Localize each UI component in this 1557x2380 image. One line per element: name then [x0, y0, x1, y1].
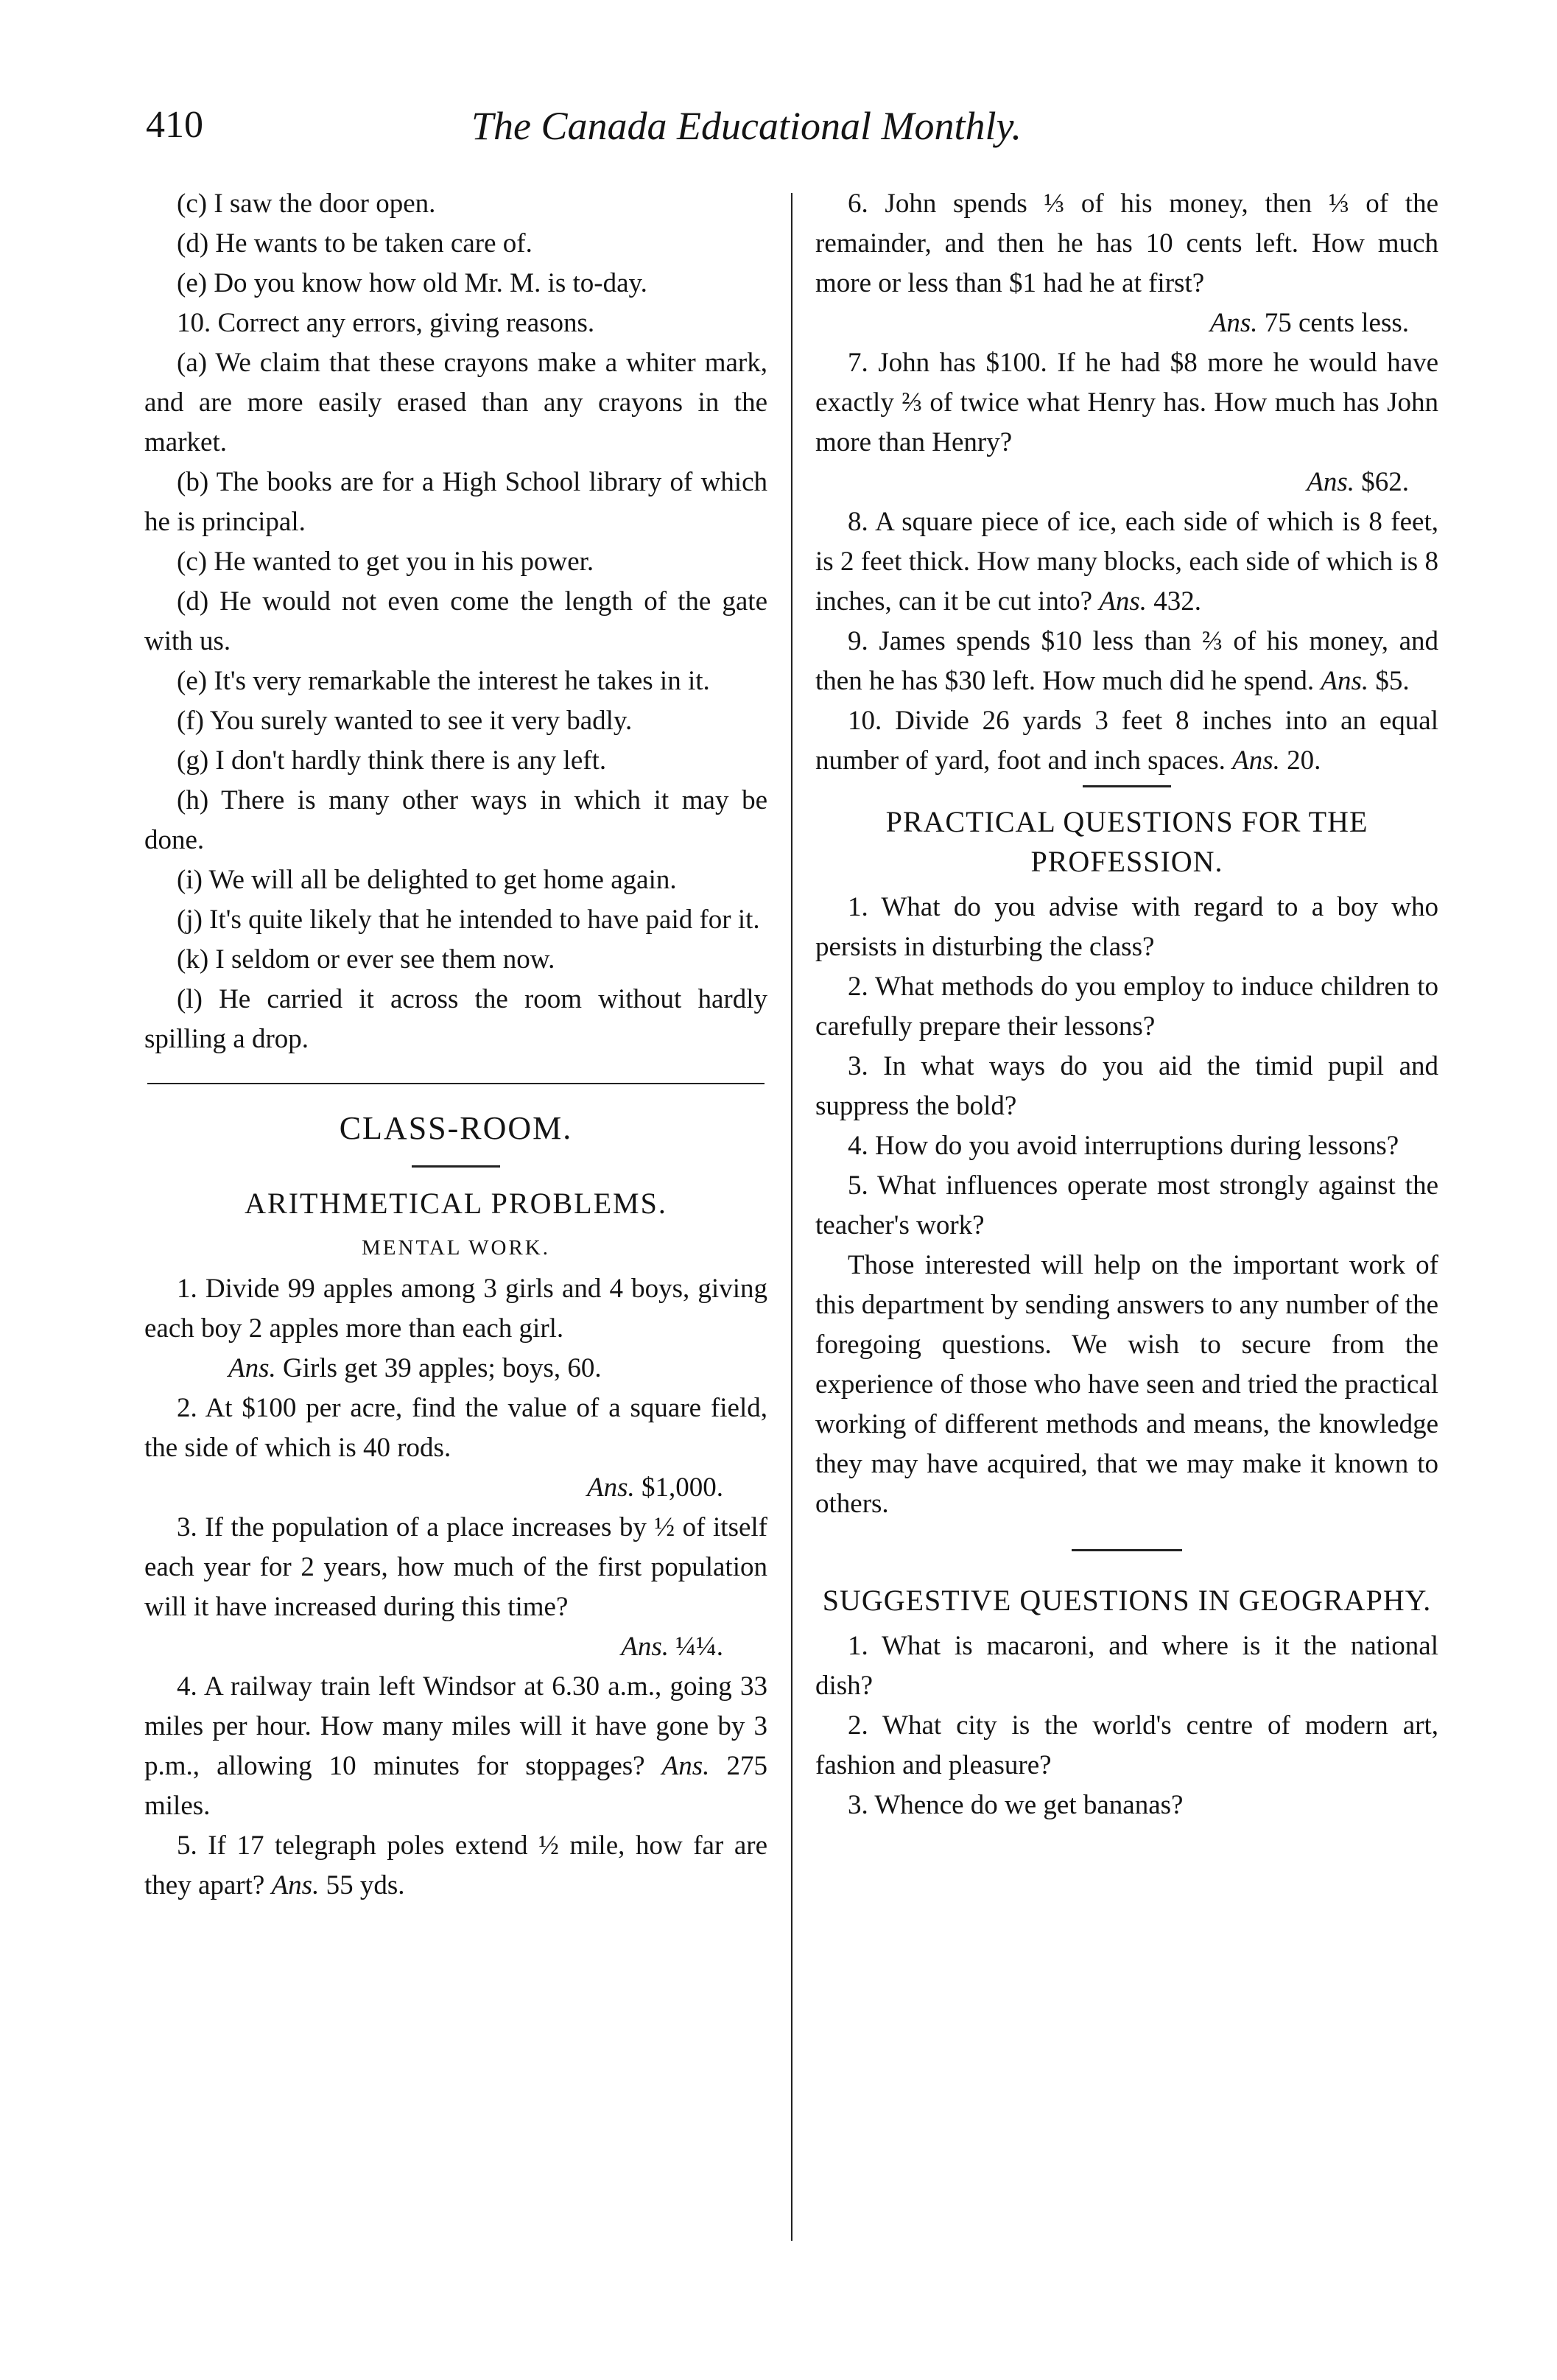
problem-answer: [144, 1627, 767, 1667]
short-rule: [1072, 1549, 1182, 1551]
answer-value: ¼¼.: [675, 1632, 723, 1662]
problem-text: 2. At $100 per acre, find the value of a square field, the side of which is 40 rods.: [144, 1393, 767, 1463]
column-divider: [791, 193, 792, 2241]
answer-value: Girls get 39 apples; boys, 60.: [283, 1353, 602, 1383]
answer-value: 55 yds.: [326, 1870, 405, 1900]
short-rule: [412, 1165, 500, 1168]
question-item: 2. What city is the world's centre of modern art, fashion and pleasure?: [815, 1710, 1438, 1780]
problem-text: 1. Divide 99 apples among 3 girls and 4 boys, giving each boy 2 apples more than each girl.: [144, 1274, 767, 1344]
problem-text: [144, 1826, 767, 1906]
exercise-item: (d) He wants to be taken care of.: [177, 228, 533, 259]
problem-question: 8. A square piece of ice, each side of which is 8 feet, is 2 feet thick. How many blocks, each side of which is 8 inches, can it be cut into?: [815, 507, 1438, 617]
problem-text: [815, 502, 1438, 622]
mental-work-heading: MENTAL WORK.: [362, 1236, 550, 1260]
answer-value: 432.: [1153, 586, 1202, 617]
answer-label: Ans.: [1099, 586, 1147, 617]
short-rule: [1083, 785, 1171, 787]
exercise-item: (l) He carried it across the room without hardly spilling a drop.: [144, 984, 767, 1054]
question-item: 3. Whence do we get bananas?: [848, 1790, 1184, 1820]
problem-question: 9. James spends $10 less than ⅔ of his money, and then he has $30 left. How much did he spend.: [815, 626, 1438, 696]
question-item: 5. What influences operate most strongly against the teacher's work?: [815, 1170, 1438, 1240]
problem-answer: [144, 1468, 767, 1508]
exercise-heading: 10. Correct any errors, giving reasons.: [177, 308, 595, 338]
answer-label: Ans.: [271, 1870, 320, 1900]
answer-value: $1,000.: [642, 1472, 723, 1503]
question-item: 3. In what ways do you aid the timid pupil and suppress the bold?: [815, 1051, 1438, 1121]
question-item: 1. What do you advise with regard to a boy who persists in disturbing the class?: [815, 892, 1438, 962]
exercise-item: (d) He would not even come the length of the gate with us.: [144, 586, 767, 656]
classroom-heading: CLASS-ROOM.: [339, 1110, 573, 1146]
answer-value: $5.: [1375, 666, 1410, 696]
exercise-item: (a) We claim that these crayons make a whiter mark, and are more easily erased than any crayons in the market.: [144, 348, 767, 457]
exercise-item: (f) You surely wanted to see it very badly.: [177, 706, 633, 736]
problem-answer: [815, 463, 1438, 502]
exercise-item: (c) I saw the door open.: [177, 189, 436, 219]
exercise-item: (h) There is many other ways in which it may be done.: [144, 785, 767, 855]
problem-question: 5. If 17 telegraph poles extend ½ mile, how far are they apart?: [144, 1830, 767, 1900]
problem-text: 7. John has $100. If he had $8 more he would have exactly ⅔ of twice what Henry has. How much has John more than Henry?: [815, 348, 1438, 457]
answer-value: $62.: [1361, 467, 1409, 497]
problem-text: 3. If the population of a place increases by ½ of itself each year for 2 years, how much of the first population will it have increased during this time?: [144, 1512, 767, 1622]
answer-value: 275 miles.: [144, 1751, 768, 1821]
exercise-item: (i) We will all be delighted to get home again.: [177, 865, 677, 895]
editorial-note: Those interested will help on the important work of this department by sending answers to any number of the foregoing questions. We wish to secure from the experience of those who have seen and tried the practical working of different methods and means, the knowledge they may have acquired, that we may make it known to others.: [815, 1250, 1438, 1519]
answer-label: Ans.: [1232, 745, 1280, 776]
problem-text: 6. John spends ⅓ of his money, then ⅓ of the remainder, and then he has 10 cents left. How much more or less than $1 had he at first?: [815, 189, 1438, 298]
answer-label: Ans.: [1321, 666, 1369, 696]
exercise-item: (g) I don't hardly think there is any left.: [177, 745, 607, 776]
problem-answer: [815, 303, 1438, 343]
exercise-item: (j) It's quite likely that he intended to have paid for it.: [177, 905, 760, 935]
answer-label: Ans.: [228, 1353, 276, 1383]
problem-text: [815, 701, 1438, 781]
arithmetic-heading: ARITHMETICAL PROBLEMS.: [245, 1187, 667, 1220]
page-number: 410: [146, 104, 203, 146]
answer-value: 75 cents less.: [1264, 308, 1409, 338]
problem-answer: [144, 1349, 767, 1389]
exercise-item: (k) I seldom or ever see them now.: [177, 944, 555, 975]
page-header: [146, 103, 1115, 169]
section-rule: [147, 1083, 765, 1084]
exercise-item: (c) He wanted to get you in his power.: [177, 547, 594, 577]
left-column: [144, 184, 767, 1906]
question-item: 2. What methods do you employ to induce children to carefully prepare their lessons?: [815, 972, 1438, 1042]
right-column: [815, 184, 1438, 1825]
problem-text: [144, 1667, 767, 1826]
exercise-item: (b) The books are for a High School library of which he is principal.: [144, 467, 767, 537]
answer-label: Ans.: [661, 1751, 710, 1781]
answer-value: 20.: [1287, 745, 1321, 776]
question-item: 4. How do you avoid interruptions during lessons?: [848, 1131, 1399, 1161]
practical-questions-heading: PRACTICAL QUESTIONS FOR THE PROFESSION.: [885, 805, 1368, 878]
problem-question: 4. A railway train left Windsor at 6.30 a.m., going 33 miles per hour. How many miles will it have gone by 3 p.m., allowing 10 minutes for stoppages?: [144, 1671, 767, 1781]
answer-label: Ans.: [621, 1632, 669, 1662]
running-title: The Canada Educational Monthly.: [471, 104, 1022, 148]
geography-heading: SUGGESTIVE QUESTIONS IN GEOGRAPHY.: [822, 1584, 1432, 1617]
answer-label: Ans.: [587, 1472, 635, 1503]
problem-text: [815, 622, 1438, 701]
exercise-item: (e) It's very remarkable the interest he takes in it.: [177, 666, 710, 696]
problem-question: 10. Divide 26 yards 3 feet 8 inches into an equal number of yard, foot and inch spaces.: [815, 706, 1438, 776]
answer-label: Ans.: [1307, 467, 1354, 497]
question-item: 1. What is macaroni, and where is it the national dish?: [815, 1631, 1438, 1701]
exercise-item: (e) Do you know how old Mr. M. is to-day.: [177, 268, 647, 298]
answer-label: Ans.: [1209, 308, 1258, 338]
